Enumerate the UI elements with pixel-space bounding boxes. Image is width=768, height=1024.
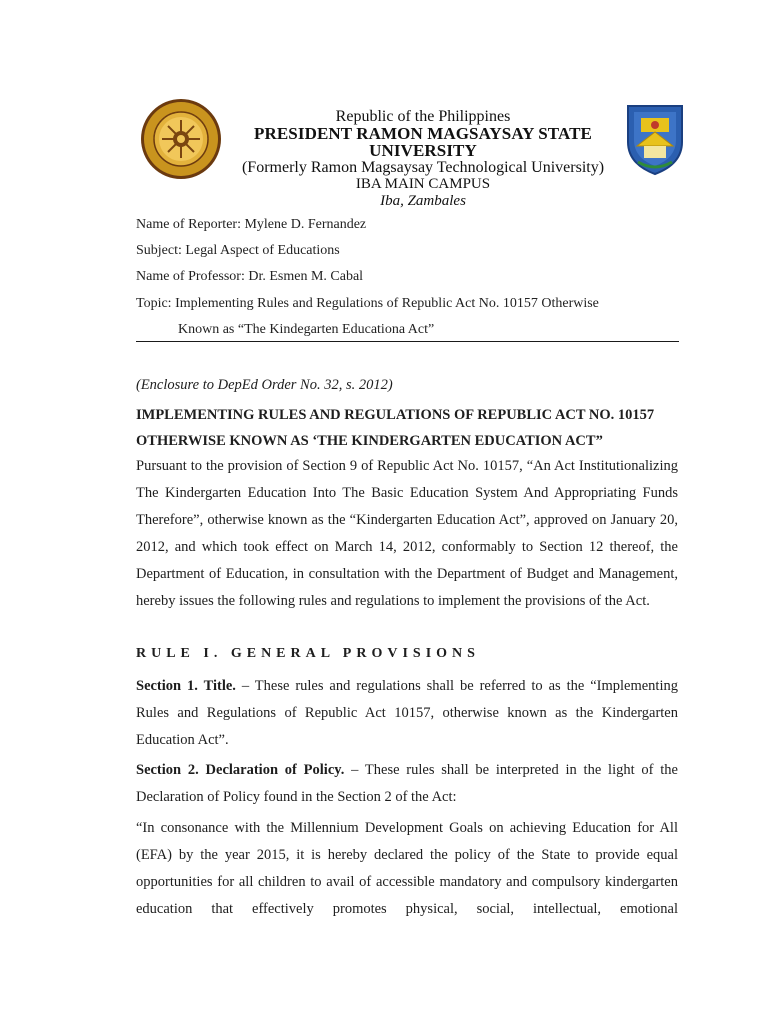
- letterhead-text: [224, 108, 622, 210]
- letterhead-former-name: (Formerly Ramon Magsaysay Technological University): [241, 159, 605, 176]
- section-1-label: Section 1. Title.: [136, 678, 236, 694]
- topic-line-2: Known as “The Kindegarten Educationa Act”: [178, 322, 435, 337]
- irr-title: [136, 402, 678, 454]
- university-seal-logo: [140, 98, 222, 180]
- campus-shield-logo: [624, 102, 686, 176]
- section-2-label: Section 2. Declaration of Policy.: [136, 762, 345, 778]
- section-1-text: – These rules and regulations shall be referred to as the “Implementing Rules and Regulations of Republic Act 10157, otherwise known as the Kindergarten Education Act”.: [136, 678, 678, 748]
- enclosure-note: (Enclosure to DepEd Order No. 32, s. 2012): [136, 377, 393, 393]
- subject: Subject: Legal Aspect of Educations: [136, 243, 340, 258]
- topic-line-1: Topic: Implementing Rules and Regulations of Republic Act No. 10157 Otherwise: [136, 296, 599, 311]
- irr-title-line-2: OTHERWISE KNOWN AS ‘THE KINDERGARTEN EDUCATION ACT”: [136, 433, 603, 449]
- professor-name: Name of Professor: Dr. Esmen M. Cabal: [136, 269, 364, 284]
- section-2: [136, 757, 678, 811]
- reporter-name: Name of Reporter: Mylene D. Fernandez: [136, 217, 367, 232]
- letterhead-location: Iba, Zambales: [380, 193, 466, 209]
- policy-quote: “In consonance with the Millennium Development Goals on achieving Education for All (EFA) by the year 2015, it is hereby declared the policy of the State to provide equal opportunities for all children to avail of accessible mandatory and compulsory kindergarten education that effectively promotes physical, social, intellectual, emotional: [136, 820, 678, 917]
- section-2-text: – These rules shall be interpreted in the light of the Declaration of Policy found in the Section 2 of the Act:: [136, 762, 678, 805]
- letterhead-country: Republic of the Philippines: [335, 108, 511, 125]
- section-1: [136, 673, 678, 754]
- letterhead-university: PRESIDENT RAMON MAGSAYSAY STATE UNIVERSITY: [254, 124, 592, 160]
- letterhead-campus: IBA MAIN CAMPUS: [355, 176, 491, 192]
- rule-heading: RULE I. GENERAL PROVISIONS: [136, 646, 480, 661]
- divider: [136, 341, 679, 342]
- letterhead: [136, 94, 680, 209]
- preamble-paragraph: Pursuant to the provision of Section 9 of Republic Act No. 10157, “An Act Institutionalizing The Kindergarten Education Into The Basic Education System And Appropriating Funds Therefore”, otherwise known as the “Kindergarten Education Act”, approved on January 20, 2012, and which took effect on March 14, 2012, conformably to Section 12 thereof, the Department of Education, in consultation with the Department of Budget and Management, hereby issues the following rules and regulations to implement the provisions of the Act.: [136, 458, 678, 609]
- irr-title-line-1: IMPLEMENTING RULES AND REGULATIONS OF REPUBLIC ACT NO. 10157: [136, 407, 655, 423]
